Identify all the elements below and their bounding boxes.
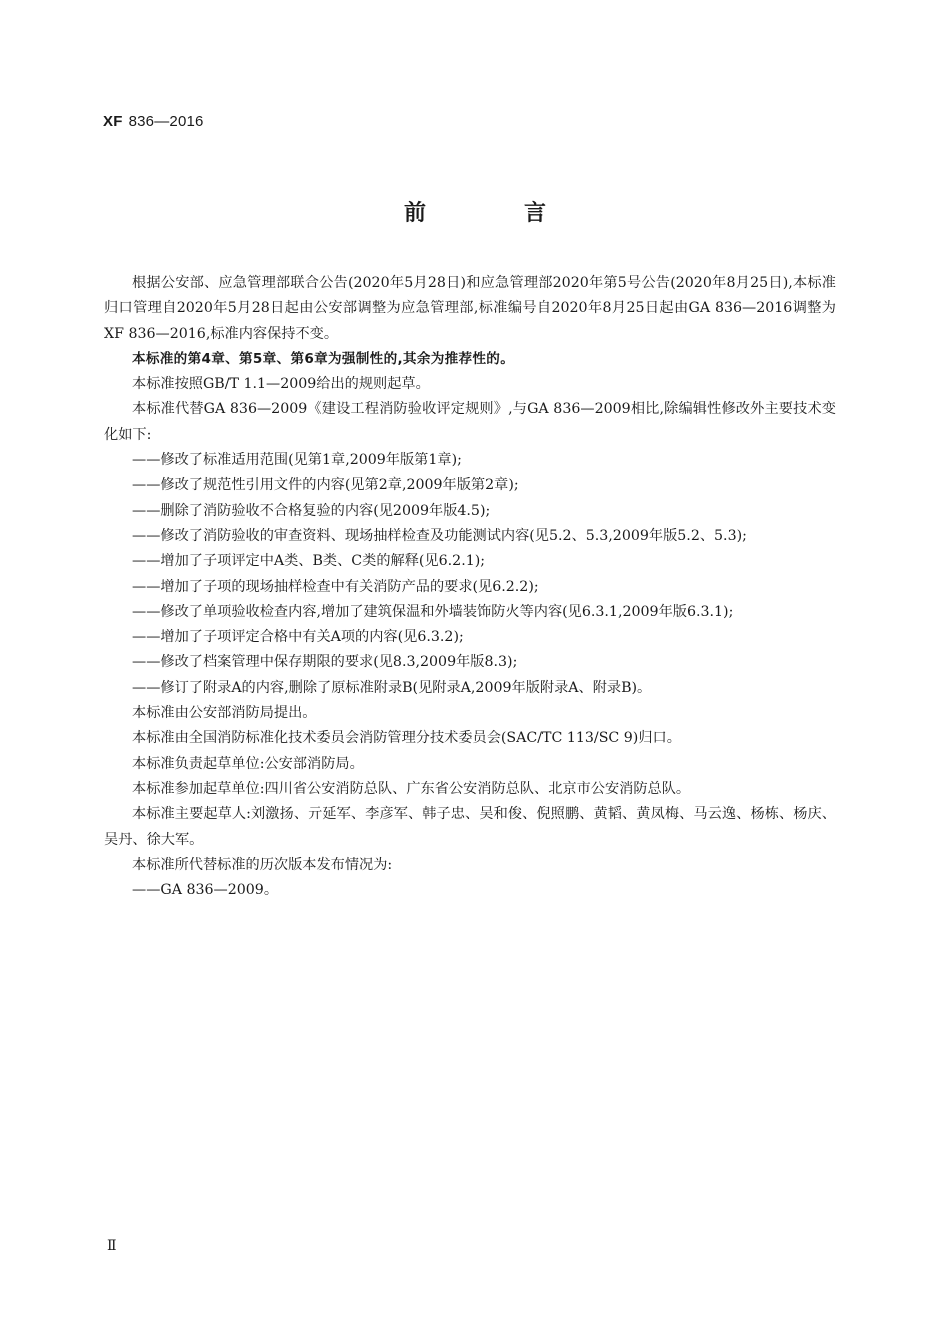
foreword-body: [104, 271, 836, 903]
document-code-prefix: XF: [103, 113, 123, 130]
list-item-change: ——修订了附录A的内容,删除了原标准附录B(见附录A,2009年版附录A、附录B)。: [132, 679, 652, 696]
paragraph-adoption-notice: 根据公安部、应急管理部联合公告(2020年5月28日)和应急管理部2020年第5号公告(2020年8月25日),本标准归口管理自2020年5月28日起由公安部调整为应急管理部,标准编号自2020年8月25日起由GA 836—2016调整为XF 836—2016,标准内容保持不变。: [104, 275, 836, 342]
paragraph-responsible-committee: 本标准由全国消防标准化技术委员会消防管理分技术委员会(SAC/TC 113/SC 9)归口。: [132, 730, 681, 747]
paragraph-drafting-rules: 本标准按照GB/T 1.1—2009给出的规则起草。: [132, 376, 430, 393]
document-code-number: 836—2016: [128, 113, 204, 130]
paragraph-mandatory-clauses: 本标准的第4章、第5章、第6章为强制性的,其余为推荐性的。: [132, 350, 515, 367]
list-item-change: ——修改了标准适用范围(见第1章,2009年版第1章);: [132, 452, 462, 469]
page-title: 前 言: [403, 201, 584, 226]
paragraph-version-history: 本标准所代替标准的历次版本发布情况为:: [132, 856, 393, 873]
list-item-change: ——修改了档案管理中保存期限的要求(见8.3,2009年版8.3);: [132, 654, 518, 671]
page-number: Ⅱ: [107, 1238, 117, 1254]
list-item-change: ——修改了单项验收检查内容,增加了建筑保温和外墙装饰防火等内容(见6.3.1,2009年版6.3.1);: [132, 603, 734, 620]
paragraph-replacement: 本标准代替GA 836—2009《建设工程消防验收评定规则》,与GA 836—2009相比,除编辑性修改外主要技术变化如下:: [104, 401, 836, 443]
paragraph-main-drafters: 本标准主要起草人:刘激扬、亓延军、李彦军、韩子忠、吴和俊、倪照鹏、黄韬、黄凤梅、马云逸、杨栋、杨庆、吴丹、徐大军。: [104, 806, 836, 848]
list-item-change: ——修改了规范性引用文件的内容(见第2章,2009年版第2章);: [132, 477, 519, 494]
document-code: [103, 113, 204, 130]
paragraph-lead-drafter: 本标准负责起草单位:公安部消防局。: [132, 755, 364, 772]
paragraph-proposer: 本标准由公安部消防局提出。: [132, 705, 317, 722]
list-item-change: ——修改了消防验收的审查资料、现场抽样检查及功能测试内容(见5.2、5.3,2009年版5.2、5.3);: [132, 527, 747, 544]
list-item-change: ——删除了消防验收不合格复验的内容(见2009年版4.5);: [132, 502, 491, 519]
list-item-change: ——增加了子项评定合格中有关A项的内容(见6.3.2);: [132, 629, 464, 646]
list-item-change: ——增加了子项的现场抽样检查中有关消防产品的要求(见6.2.2);: [132, 578, 539, 595]
paragraph-participating-drafters: 本标准参加起草单位:四川省公安消防总队、广东省公安消防总队、北京市公安消防总队。: [132, 780, 691, 797]
list-item-change: ——增加了子项评定中A类、B类、C类的解释(见6.2.1);: [132, 553, 486, 570]
list-item-previous-version: ——GA 836—2009。: [132, 882, 279, 899]
